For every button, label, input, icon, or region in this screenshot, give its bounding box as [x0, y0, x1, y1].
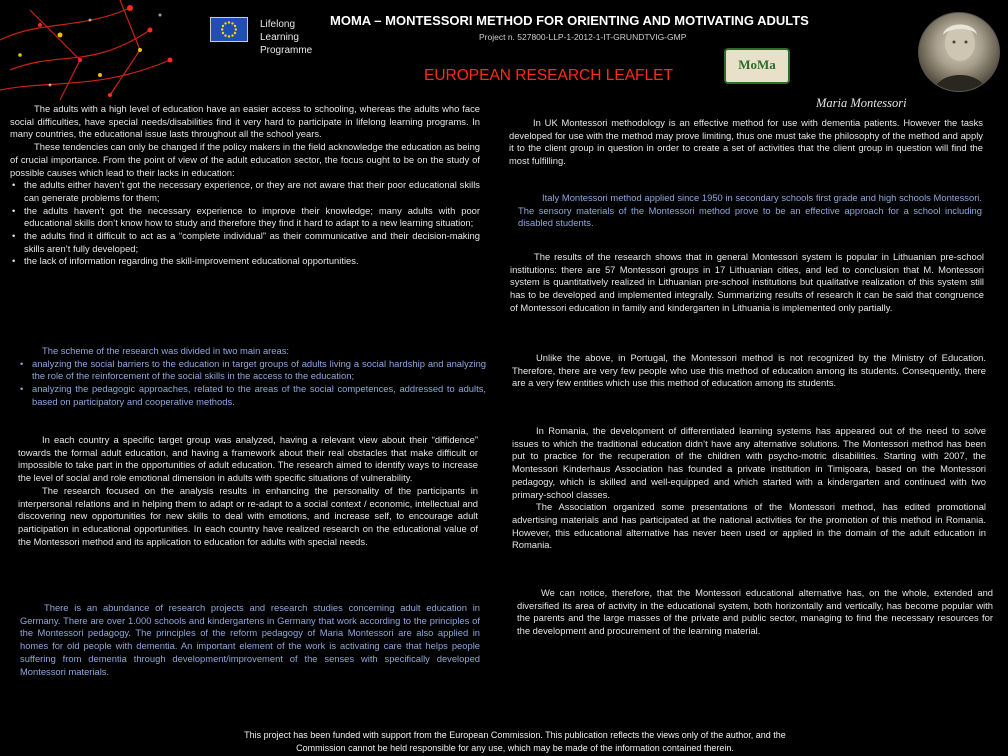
paragraph: These tendencies can only be changed if the policy makers in the field acknowledge the education as being of crucial importance. From the point of view of the adult education sector, the focus ought to be on the study of possible causes which lead to their lacks in education:	[10, 141, 480, 178]
lithuania-section	[510, 251, 984, 315]
italy-section	[518, 192, 982, 230]
disclaimer-line: Commission cannot be held responsible for any use, which may be made of the information contained therein.	[296, 743, 734, 753]
leaflet-title: EUROPEAN RESEARCH LEAFLET	[424, 67, 673, 84]
list-item: • the adults either haven’t got the necessary experience, or they are not aware that their poor educational skills can generate problems for them;	[10, 179, 480, 204]
intro-section	[10, 103, 480, 268]
germany-section	[20, 602, 480, 678]
list-item: • the adults find it difficult to act as a “complete individual” as their communicative and their decision-making skills aren’t fully developed;	[10, 230, 480, 255]
paragraph: The scheme of the research was divided in two main areas:	[42, 345, 289, 356]
list-item: • the adults haven’t got the necessary experience to improve their knowledge; many adults with poor educational skills don’t know how to study and therefore they find it hard to adapt to a new learning situation;	[10, 205, 480, 230]
programme-line: Programme	[260, 45, 313, 56]
scheme-list	[18, 358, 486, 409]
main-title: MOMA – MONTESSORI METHOD FOR ORIENTING AND MOTIVATING ADULTS	[330, 13, 809, 28]
list-item: • analyzing the pedagogic approaches, related to the areas of the social competences, addressed to adults, based on participatory and cooperative methods.	[18, 383, 486, 408]
moma-logo	[724, 48, 790, 84]
eu-flag-icon	[210, 17, 248, 42]
paragraph: In each country a specific target group was analyzed, having a relevant view about their “diffidence” towards the formal adult education, and having a framework about their real obstacles that make difficult or impossible to take part in the opportunities of adult education. The research aimed to identify ways to increase the level of social and role emotional dimension in adults with specific situations of vulnerability.	[18, 434, 478, 484]
paragraph: The Association organized some presentations of the Montessori method, has edited promotional advertising materials and has participated at the national activities for the promotion of this method in Romania. However, this educational alternative has never been used or applied in the domain of the adult education in Romania.	[512, 501, 986, 551]
portrait-caption: Maria Montessori	[816, 96, 907, 110]
programme-name	[260, 18, 330, 57]
paragraph: There is an abundance of research projects and research studies concerning adult education in Germany. There are over 1.000 schools and kindergartens in Germany that work according to the principles of the Montessori pedagogy. The principles of the reform pedagogy of Maria Montessori are also applied in homes for old people with dementia. An important element of the work is activating care that helps people suffering from dementia through development/improvement of the senses with specifically developed Montessori materials.	[20, 602, 480, 677]
portrait-image	[918, 12, 1000, 92]
decorative-graphic	[0, 0, 200, 110]
funding-disclaimer	[200, 729, 830, 755]
programme-line: Lifelong	[260, 19, 296, 30]
target-section	[18, 434, 478, 548]
portugal-section	[512, 352, 986, 390]
paragraph: Unlike the above, in Portugal, the Montessori method is not recognized by the Ministry of Education. Therefore, there are very few people who use this method of education among its students. Consequently, there are a very few entities which use this method of education among its students.	[512, 352, 986, 389]
paragraph: The adults with a high level of education have an easier access to schooling, whereas the adults who face social difficulties, have special needs/disabilities find it very hard to participate in lifelong learning programs. In many countries, the educational issue lasts throughout all the school years.	[10, 103, 480, 140]
paragraph: In UK Montessori methodology is an effective method for use with dementia patients. However the tasks developed for use with the method may prove limiting, thus one must take the philosophy of the method and apply it to the client group in question in order to create a set of activities that the client group in question will find the most fulfilling.	[509, 117, 983, 167]
conclusion-section	[517, 587, 993, 638]
romania-section	[512, 425, 986, 552]
scheme-section	[18, 345, 486, 409]
paragraph: The research focused on the analysis results in enhancing the personality of the participants in interpersonal relations and in helping them to adapt or re-adapt to a social context / economic, intellectual and discovering new opportunities for new skills to deal with emotions, and increase self, to encourage adult participation in educational opportunities. In each country have realized research on the educational value of the Montessori method and its application to education for adults with special needs.	[18, 484, 478, 547]
paragraph: We can notice, therefore, that the Montessori educational alternative has, on the whole, extended and diversified its area of activity in the educational system, both horizontally and vertically, has become popular with the parents and the large masses of the private and public sector, managing to find the necessary resources for the development and procurement of the learning material.	[517, 587, 993, 637]
programme-line: Learning	[260, 32, 299, 43]
project-number: Project n. 527800-LLP-1-2012-1-IT-GRUNDTVIG-GMP	[479, 32, 687, 42]
list-item: • the lack of information regarding the skill-improvement educational opportunities.	[10, 255, 480, 268]
logo-text: MoMa	[738, 57, 776, 72]
disclaimer-line: This project has been funded with support from the European Commission. This publication reflects the views only of the author, and the	[244, 730, 786, 740]
paragraph: Italy Montessori method applied since 1950 in secondary schools first grade and high schools Montessori. The sensory materials of the Montessori method prove to be an effective approach for a school including disabled students.	[518, 192, 982, 229]
paragraph: The results of the research shows that in general Montessori system is popular in Lithuanian pre-school institutions: there are 57 Montessori groups in 17 Lithuanian cities, and led to conclusion that M. Montessori system is quantitatively realized in Lithuanian pre-school institutions but qualitative realization of this system still has to be developed and implemented integrally. Summarizing results of research it can be said that congruence of Montessori education in family and kindergarten in Lithuania is implemented only partially.	[510, 251, 984, 313]
causes-list	[10, 179, 480, 268]
paragraph: In Romania, the development of differentiated learning systems has appeared out of the need to solve issues to which the traditional education didn’t have any alternative solutions. The Montessori method has been put to practice for the recuperation of the children with psycho-motric disabilities. Starting with 2007, the Montessori Kinderhaus Association has founded a private institution in Timişoara, based on the Montessori pedagogy, which is skilled and well-equipped and which started with a kindergarten and continued with two primary-school classes.	[512, 425, 986, 500]
uk-section	[509, 117, 983, 168]
list-item: • analyzing the social barriers to the education in target groups of adults living a social hardship and analyzing the role of the reinforcement of the social skills in the access to the education;	[18, 358, 486, 383]
